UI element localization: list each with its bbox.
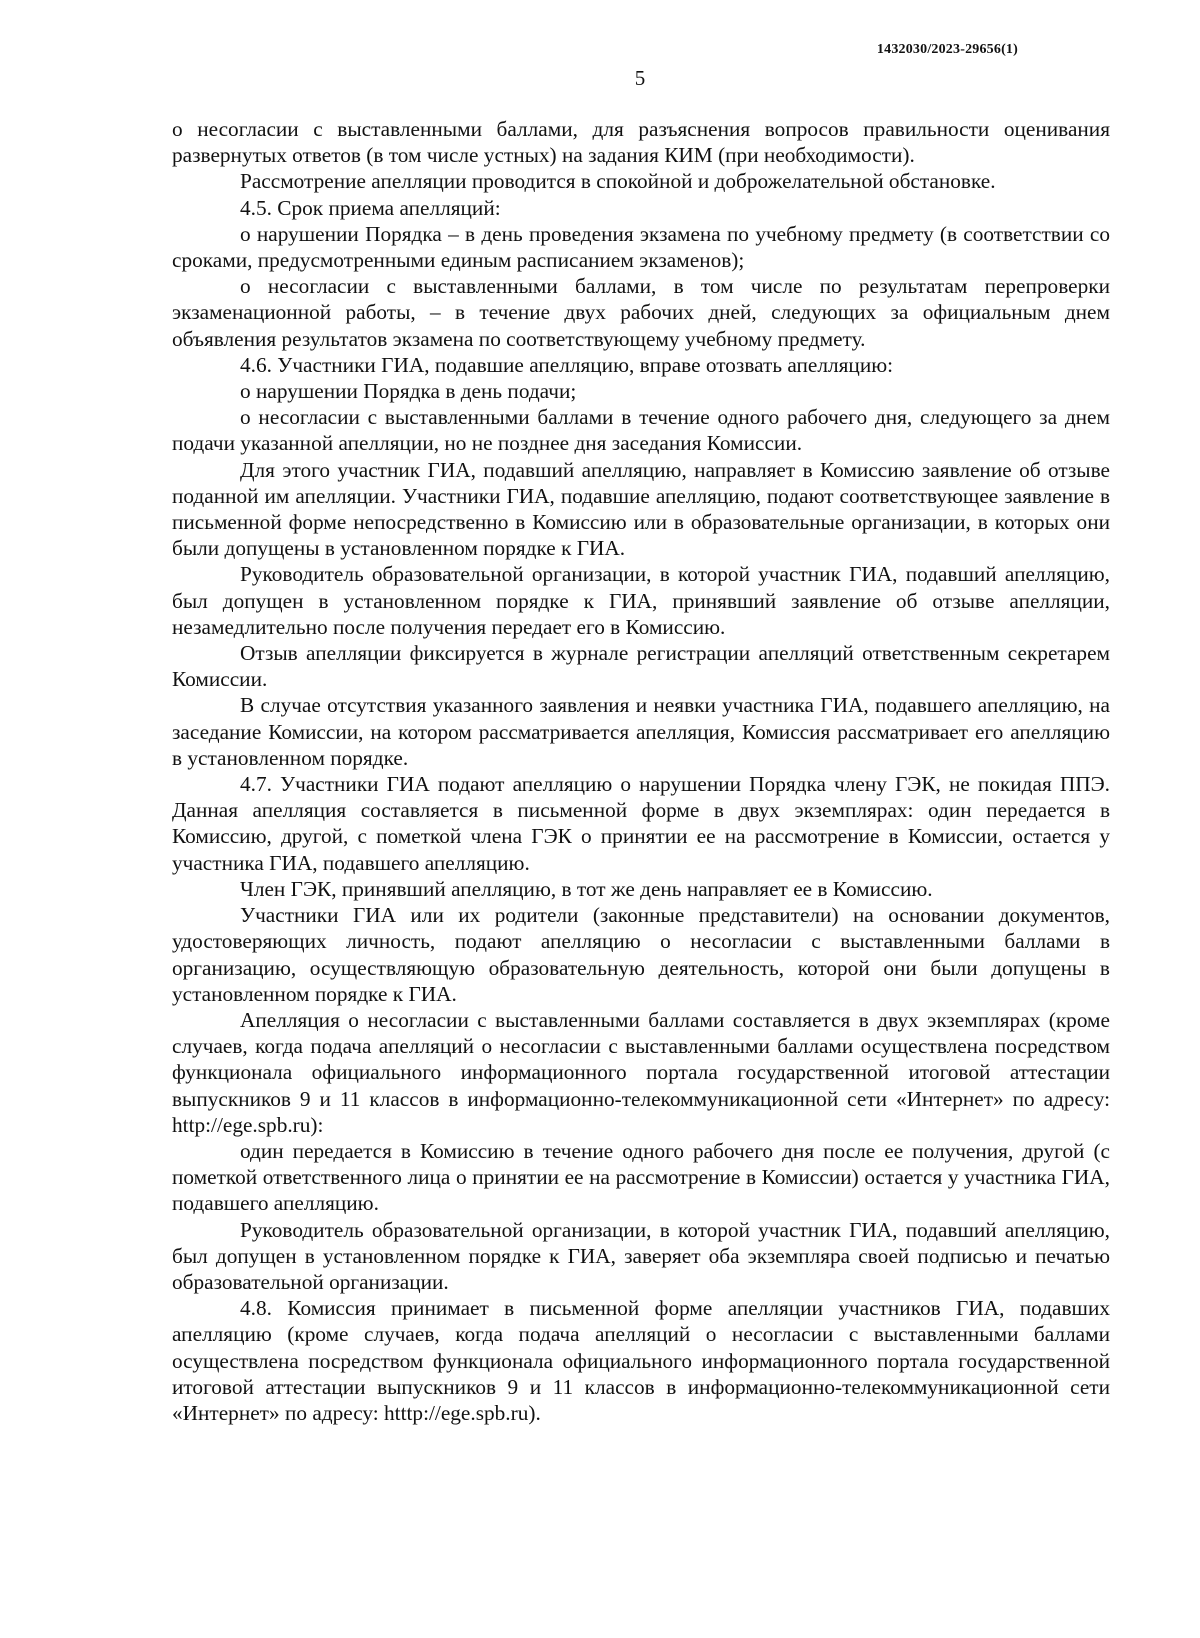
paragraph: 4.7. Участники ГИА подают апелляцию о нарушении Порядка члену ГЭК, не покидая ППЭ. Данная апелляция составляется в письменной форме в двух экземплярах: один передается в Комиссию, другой, с пометкой члена ГЭК о принятии ее на рассмотрение в Комиссии, остается у участника ГИА, подавшего апелляцию. (172, 772, 1110, 875)
paragraph: Член ГЭК, принявший апелляцию, в тот же день направляет ее в Комиссию. (240, 876, 933, 901)
paragraph: Для этого участник ГИА, подавший апелляцию, направляет в Комиссию заявление об отзыве поданной им апелляции. Участники ГИА, подавшие апелляцию, подают соответствующее заявление в письменной форме непосредственно в Комиссию или в образовательные организации, в которых они были допущены в установленном порядке к ГИА. (172, 457, 1110, 561)
paragraph: В случае отсутствия указанного заявления и неявки участника ГИА, подавшего апелляцию, на заседание Комиссии, на котором рассматривается апелляция, Комиссия рассматривает его апелляцию в установленном порядке. (172, 693, 1110, 770)
paragraph: 4.5. Срок приема апелляций: (240, 195, 501, 220)
document-body (172, 116, 1110, 1426)
paragraph: о нарушении Порядка – в день проведения экзамена по учебному предмету (в соответствии со сроками, предусмотренными единым расписанием экзаменов); (172, 221, 1110, 273)
paragraph: 4.8. Комиссия принимает в письменной форме апелляции участников ГИА, подавших апелляцию (кроме случаев, когда подача апелляций о несогласии с выставленными баллами осуществлена посредством функционала официального информационного портала государственной итоговой аттестации выпускников 9 и 11 классов в информационно-телекоммуникационной сети «Интернет» по адресу: htttp://ege.spb.ru). (172, 1296, 1110, 1425)
paragraph: Отзыв апелляции фиксируется в журнале регистрации апелляций ответственным секретарем Комиссии. (172, 641, 1110, 692)
paragraph: Руководитель образовательной организации, в которой участник ГИА, подавший апелляцию, был допущен в установленном порядке к ГИА, принявший заявление об отзыве апелляции, незамедлительно после получения передает его в Комиссию. (172, 562, 1110, 639)
paragraph: о нарушении Порядка в день подачи; (240, 379, 577, 404)
paragraph: Апелляция о несогласии с выставленными баллами составляется в двух экземплярах (кроме случаев, когда подача апелляций о несогласии с выставленными баллами осуществлена посредством функционала официального информационного портала государственной итоговой аттестации выпускников 9 и 11 классов в информационно-телекоммуникационной сети «Интернет» по адресу: http://ege.spb.ru): (172, 1007, 1110, 1137)
paragraph: 4.6. Участники ГИА, подавшие апелляцию, вправе отозвать апелляцию: (240, 352, 894, 377)
paragraph: о несогласии с выставленными баллами, в том числе по результатам перепроверки экзаменационной работы, – в течение двух рабочих дней, следующих за официальным днем объявления результатов экзамена по соответствующему учебному предмету. (172, 274, 1110, 351)
paragraph: Участники ГИА или их родители (законные представители) на основании документов, удостоверяющих личность, подают апелляцию о несогласии с выставленными баллами в организацию, осуществляющую образовательную деятельность, которой они были допущены в установленном порядке к ГИА. (172, 903, 1110, 1006)
paragraph: о несогласии с выставленными баллами в течение одного рабочего дня, следующего за днем подачи указанной апелляции, но не позднее дня заседания Комиссии. (172, 405, 1110, 456)
paragraph: Рассмотрение апелляции проводится в спокойной и доброжелательной обстановке. (240, 169, 996, 194)
paragraph: о несогласии с выставленными баллами, для разъяснения вопросов правильности оценивания развернутых ответов (в том числе устных) на задания КИМ (при необходимости). (172, 117, 1110, 168)
document-id: 1432030/2023-29656(1) (876, 42, 1018, 57)
paragraph: один передается в Комиссию в течение одного рабочего дня после ее получения, другой (с пометкой ответственного лица о принятии ее на рассмотрение в Комиссии) остается у участника ГИА, подавшего апелляцию. (172, 1138, 1110, 1216)
paragraph: Руководитель образовательной организации, в которой участник ГИА, подавший апелляцию, был допущен в установленном порядке к ГИА, заверяет оба экземпляра своей подписью и печатью образовательной организации. (172, 1217, 1110, 1294)
page-number: 5 (634, 66, 646, 90)
